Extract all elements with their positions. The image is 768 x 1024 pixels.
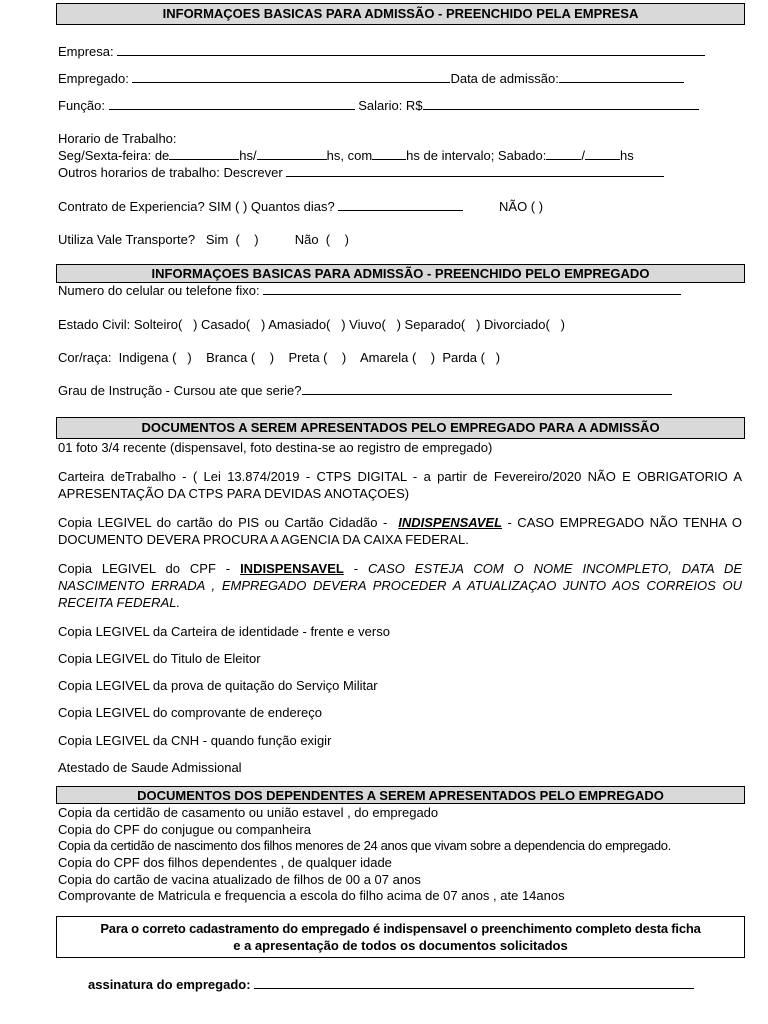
label-contrato: Contrato de Experiencia? SIM ( ) Quantos dias? xyxy=(58,199,335,214)
label-contrato-nao[interactable]: NÃO ( ) xyxy=(499,199,544,214)
doc-cnh xyxy=(58,733,331,749)
field-outros-horarios[interactable] xyxy=(58,165,664,181)
field-empregado[interactable] xyxy=(58,71,684,87)
label-cor-raca: Cor/raça: Indigena ( ) Branca ( ) Preta ( ) Amarela ( ) Parda ( ) xyxy=(58,350,501,365)
dependent-doc-item xyxy=(58,838,671,854)
field-seg-sexta[interactable] xyxy=(58,148,634,164)
doc-foto-text: 01 foto 3/4 recente (dispensavel, foto destina-se ao registro de empregado) xyxy=(58,440,493,455)
doc-carteira xyxy=(58,468,742,502)
doc-identidade-text: Copia LEGIVEL da Carteira de identidade - frente e verso xyxy=(58,624,390,639)
horario-text: Horario de Trabalho: xyxy=(58,131,177,146)
dependent-doc-item xyxy=(58,872,421,888)
label-slash: / xyxy=(581,148,585,163)
field-empresa[interactable] xyxy=(58,44,705,60)
doc-foto xyxy=(58,440,492,456)
field-celular[interactable] xyxy=(58,283,681,299)
field-estado-civil[interactable] xyxy=(58,317,565,333)
doc-endereco xyxy=(58,705,322,721)
line-celular[interactable] xyxy=(263,283,681,295)
doc-pis-indispensavel: INDISPENSAVEL xyxy=(398,515,503,530)
line-assinatura[interactable] xyxy=(254,977,694,989)
notice-box xyxy=(56,916,745,958)
section-documents-title: DOCUMENTOS A SEREM APRESENTADOS PELO EMPREGADO PARA A ADMISSÃO xyxy=(141,420,660,435)
doc-carteira-text: Carteira deTrabalho - ( Lei 13.874/2019 - CTPS DIGITAL - a partir de Fevereiro/2020 NÃO E OBRIGATORIO A APRESENTAÇÃO DA CTPS PARA DEVIDAS ANOTAÇOES) xyxy=(58,469,742,501)
label-vale: Utiliza Vale Transporte? Sim ( ) Não ( ) xyxy=(58,232,349,247)
line-sabado-inicio[interactable] xyxy=(546,148,581,160)
dependent-doc-item xyxy=(58,822,311,838)
label-horario xyxy=(58,131,177,147)
label-seg-de: Seg/Sexta-feira: de xyxy=(58,148,170,163)
section-employee-title: INFORMAÇOES BASICAS PARA ADMISSÃO - PREENCHIDO PELO EMPREGADO xyxy=(151,266,650,281)
line-salario[interactable] xyxy=(423,98,699,110)
notice-line-1: Para o correto cadastramento do empregado é indispensavel o preenchimento completo desta ficha xyxy=(100,921,701,936)
doc-militar xyxy=(58,678,378,694)
dependent-doc-text: Copia do CPF do conjugue ou companheira xyxy=(58,822,311,837)
field-cor-raca[interactable] xyxy=(58,350,500,366)
field-grau-instrucao[interactable] xyxy=(58,383,672,399)
label-celular: Numero do celular ou telefone fixo: xyxy=(58,283,260,298)
doc-atestado xyxy=(58,760,242,776)
field-vale-transporte[interactable] xyxy=(58,232,349,248)
field-assinatura[interactable] xyxy=(88,977,694,993)
label-empresa: Empresa: xyxy=(58,44,114,59)
line-empregado[interactable] xyxy=(132,71,450,83)
doc-pis-text: Copia LEGIVEL do cartão do PIS ou Cartão Cidadão - xyxy=(58,515,399,530)
dependent-doc-text: Copia da certidão de casamento ou união estavel , do empregado xyxy=(58,805,439,820)
doc-cpf-note: CASO ESTEJA COM O NOME INCOMPLETO, DATA DE NASCIMENTO ERRADA , EMPREGADO DEVERA PROCEDER A ATUALIZAÇAO JUNTO AOS CORREIOS OU RECEITA FEDERAL. xyxy=(58,561,743,610)
section-dependents-title: DOCUMENTOS DOS DEPENDENTES A SEREM APRESENTADOS PELO EMPREGADO xyxy=(137,788,664,803)
section-dependents-header xyxy=(56,786,745,804)
notice-line-2: e a apresentação de todos os documentos solicitados xyxy=(233,938,568,953)
doc-cpf-dash: - xyxy=(343,561,369,576)
line-grau[interactable] xyxy=(302,383,672,395)
label-data-admissao: Data de admissão: xyxy=(450,71,559,86)
dependent-doc-text: Copia da certidão de nascimento dos filhos menores de 24 anos que vivam sobre a dependencia do empregado. xyxy=(58,838,671,853)
doc-identidade xyxy=(58,624,390,640)
doc-cpf-text: Copia LEGIVEL do CPF - xyxy=(58,561,241,576)
field-contrato[interactable] xyxy=(58,199,543,215)
doc-atestado-text: Atestado de Saude Admissional xyxy=(58,760,242,775)
section-employee-header xyxy=(56,264,745,283)
doc-cpf xyxy=(58,560,742,611)
section-documents-header xyxy=(56,417,745,439)
label-estado-civil: Estado Civil: Solteiro( ) Casado( ) Amasiado( ) Viuvo( ) Separado( ) Divorciado( ) xyxy=(58,317,565,332)
label-funcao: Função: xyxy=(58,98,105,113)
line-intervalo[interactable] xyxy=(372,148,406,160)
doc-endereco-text: Copia LEGIVEL do comprovante de endereço xyxy=(58,705,323,720)
dependent-doc-text: Comprovante de Matricula e frequencia a escola do filho acima de 07 anos , ate 14anos xyxy=(58,888,565,903)
doc-pis-note: - CASO EMPREGADO NÃO TENHA O DOCUMENTO DEVERA PROCURA A AGENCIA DA CAIXA FEDERAL. xyxy=(58,515,742,547)
label-grau: Grau de Instrução - Cursou ate que serie? xyxy=(58,383,302,398)
line-sabado-fim[interactable] xyxy=(585,148,620,160)
doc-titulo xyxy=(58,651,261,667)
doc-pis xyxy=(58,514,742,548)
dependent-doc-item xyxy=(58,855,392,871)
label-hs-intervalo: hs de intervalo; Sabado: xyxy=(406,148,547,163)
doc-cnh-text: Copia LEGIVEL da CNH - quando função exigir xyxy=(58,733,332,748)
doc-titulo-text: Copia LEGIVEL do Titulo de Eleitor xyxy=(58,651,261,666)
dependent-doc-text: Copia do CPF dos filhos dependentes , de qualquer idade xyxy=(58,855,392,870)
line-empresa[interactable] xyxy=(117,44,705,56)
line-hora-fim[interactable] xyxy=(257,148,327,160)
label-empregado: Empregado: xyxy=(58,71,129,86)
dependent-doc-item xyxy=(58,805,438,821)
line-outros[interactable] xyxy=(286,165,664,177)
label-hs1: hs/ xyxy=(239,148,257,163)
doc-cpf-indispensavel: INDISPENSAVEL xyxy=(240,561,344,576)
label-salario: Salario: R$ xyxy=(358,98,423,113)
label-hs-com: hs, com xyxy=(326,148,373,163)
field-funcao[interactable] xyxy=(58,98,699,114)
label-assinatura: assinatura do empregado: xyxy=(88,977,251,992)
line-funcao[interactable] xyxy=(109,98,355,110)
section-company-header xyxy=(56,3,745,25)
section-company-title: INFORMAÇOES BASICAS PARA ADMISSÃO - PREENCHIDO PELA EMPRESA xyxy=(162,6,639,21)
label-hs-end: hs xyxy=(620,148,634,163)
line-data-admissao[interactable] xyxy=(559,71,684,83)
line-hora-inicio[interactable] xyxy=(169,148,239,160)
dependent-doc-text: Copia do cartão de vacina atualizado de filhos de 00 a 07 anos xyxy=(58,872,421,887)
label-outros: Outros horarios de trabalho: Descrever xyxy=(58,165,283,180)
line-quantos-dias[interactable] xyxy=(338,199,463,211)
dependent-doc-item xyxy=(58,888,565,904)
doc-militar-text: Copia LEGIVEL da prova de quitação do Serviço Militar xyxy=(58,678,378,693)
